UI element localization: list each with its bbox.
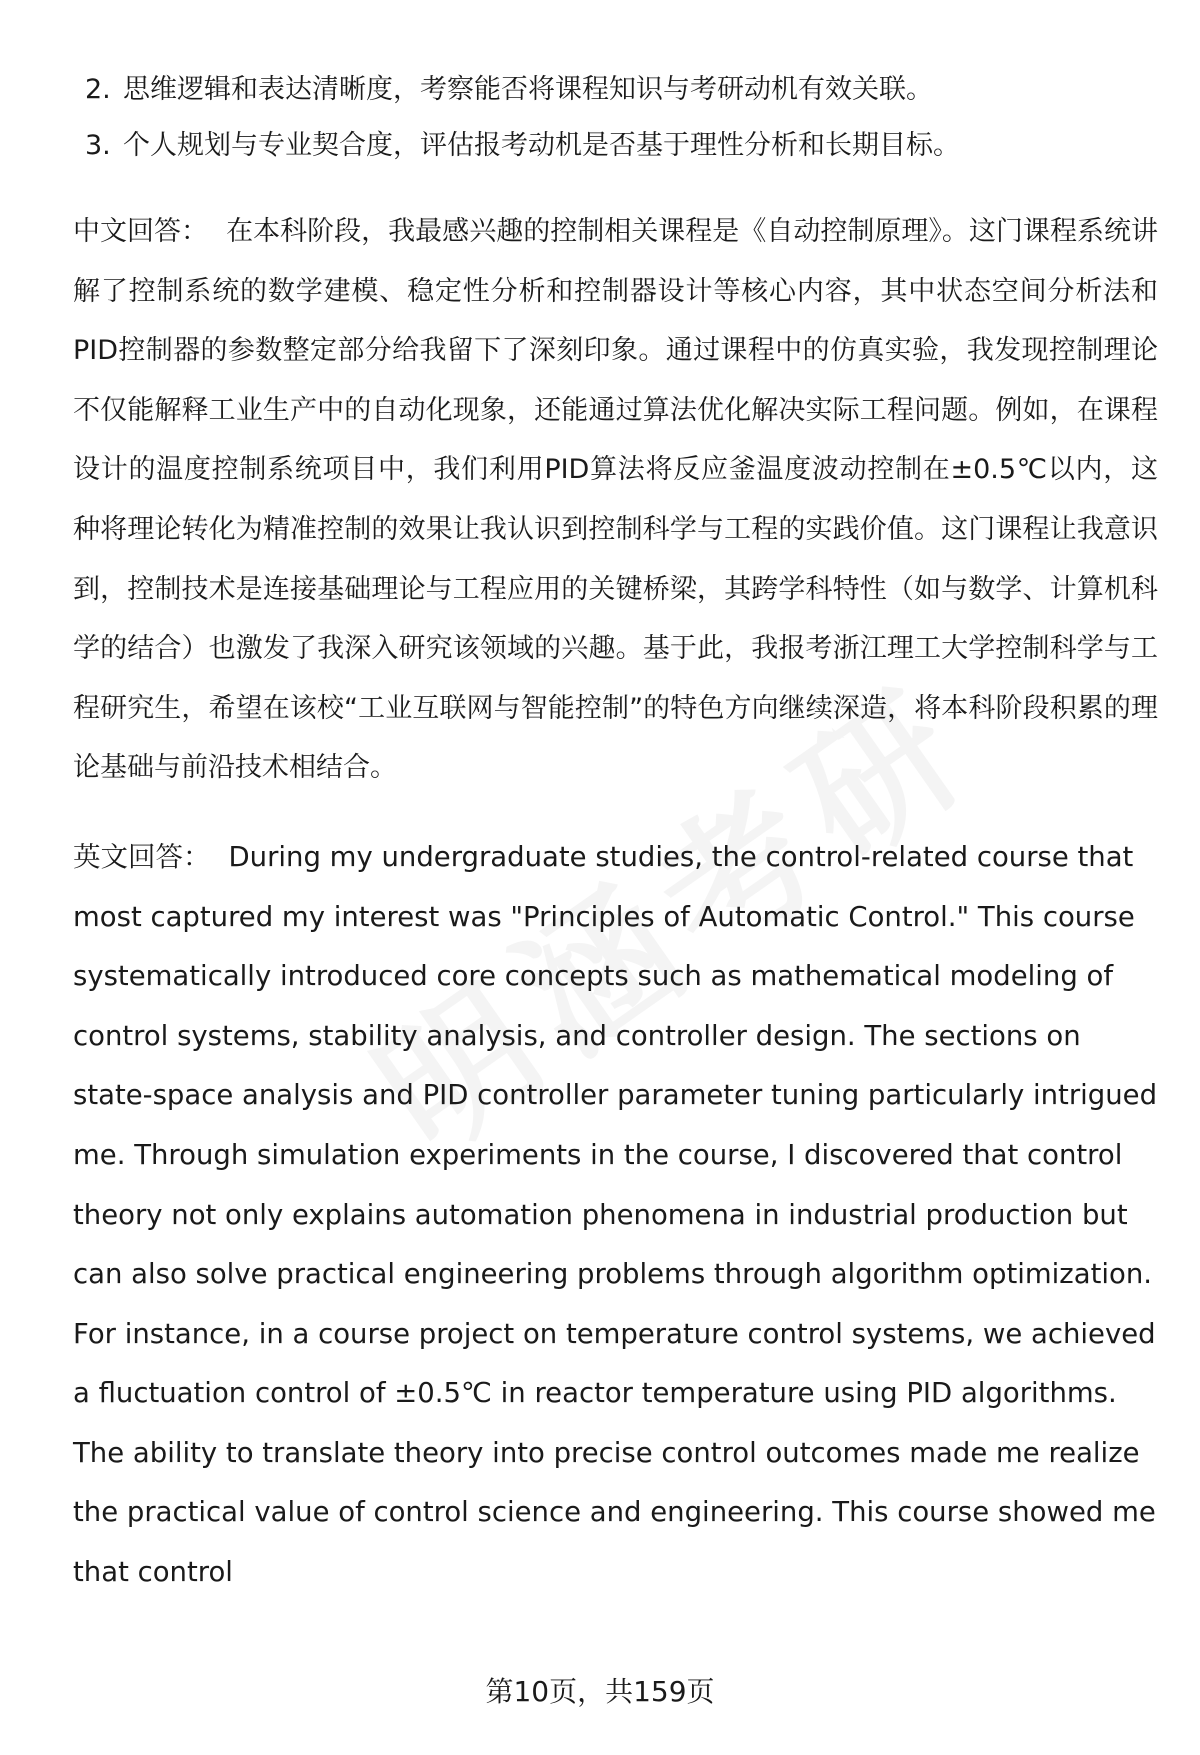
list-text: 思维逻辑和表达清晰度，考察能否将课程知识与考研动机有效关联。 [123,74,933,105]
list-number: 3. [85,130,111,161]
list-number: 2. [85,74,111,105]
page-footer: 第10页，共159页 [485,1675,715,1708]
english-answer-label: 英文回答： [73,840,211,873]
list-text: 个人规划与专业契合度，评估报考动机是否基于理性分析和长期目标。 [123,130,960,161]
english-answer [73,828,1158,1603]
list-item [73,118,1158,174]
page-content [73,62,1158,1603]
chinese-answer [73,202,1158,798]
chinese-answer-text: 在本科阶段，我最感兴趣的控制相关课程是《自动控制原理》。这门课程系统讲解了控制系统的数学建模、稳定性分析和控制器设计等核心内容，其中状态空间分析法和PID控制器的参数整定部分给我留下了深刻印象。通过课程中的仿真实验，我发现控制理论不仅能解释工业生产中的自动化现象，还能通过算法优化解决实际工程问题。例如，在课程设计的温度控制系统项目中，我们利用PID算法将反应釜温度波动控制在±0.5℃以内，这种将理论转化为精准控制的效果让我认识到控制科学与工程的实践价值。这门课程让我意识到，控制技术是连接基础理论与工程应用的关键桥梁，其跨学科特性（如与数学、计算机科学的结合）也激发了我深入研究该领域的兴趣。基于此，我报考浙江理工大学控制科学与工程研究生，希望在该校“工业互联网与智能控制”的特色方向继续深造，将本科阶段积累的理论基础与前沿技术相结合。 [73,216,1159,784]
english-answer-text: During my undergraduate studies, the control-related course that most captured my interest was "Principles of Automatic Control." This course systematically introduced core concepts such as mathematical modeling of control systems, stability analysis, and controller design. The sections on state-space analysis and PID controller parameter tuning particularly intrigued me. Through simulation experiments in the course, I discovered that control theory not only explains automation phenomena in industrial production but can also solve practical engineering problems through algorithm optimization. For instance, in a course project on temperature control systems, we achieved a fluctuation control of ±0.5℃ in reactor temperature using PID algorithms. The ability to translate theory into precise control outcomes made me realize the practical value of control science and engineering. This course showed me that control [73,840,1158,1589]
list-item [73,62,1158,118]
chinese-answer-label: 中文回答： [73,216,209,247]
